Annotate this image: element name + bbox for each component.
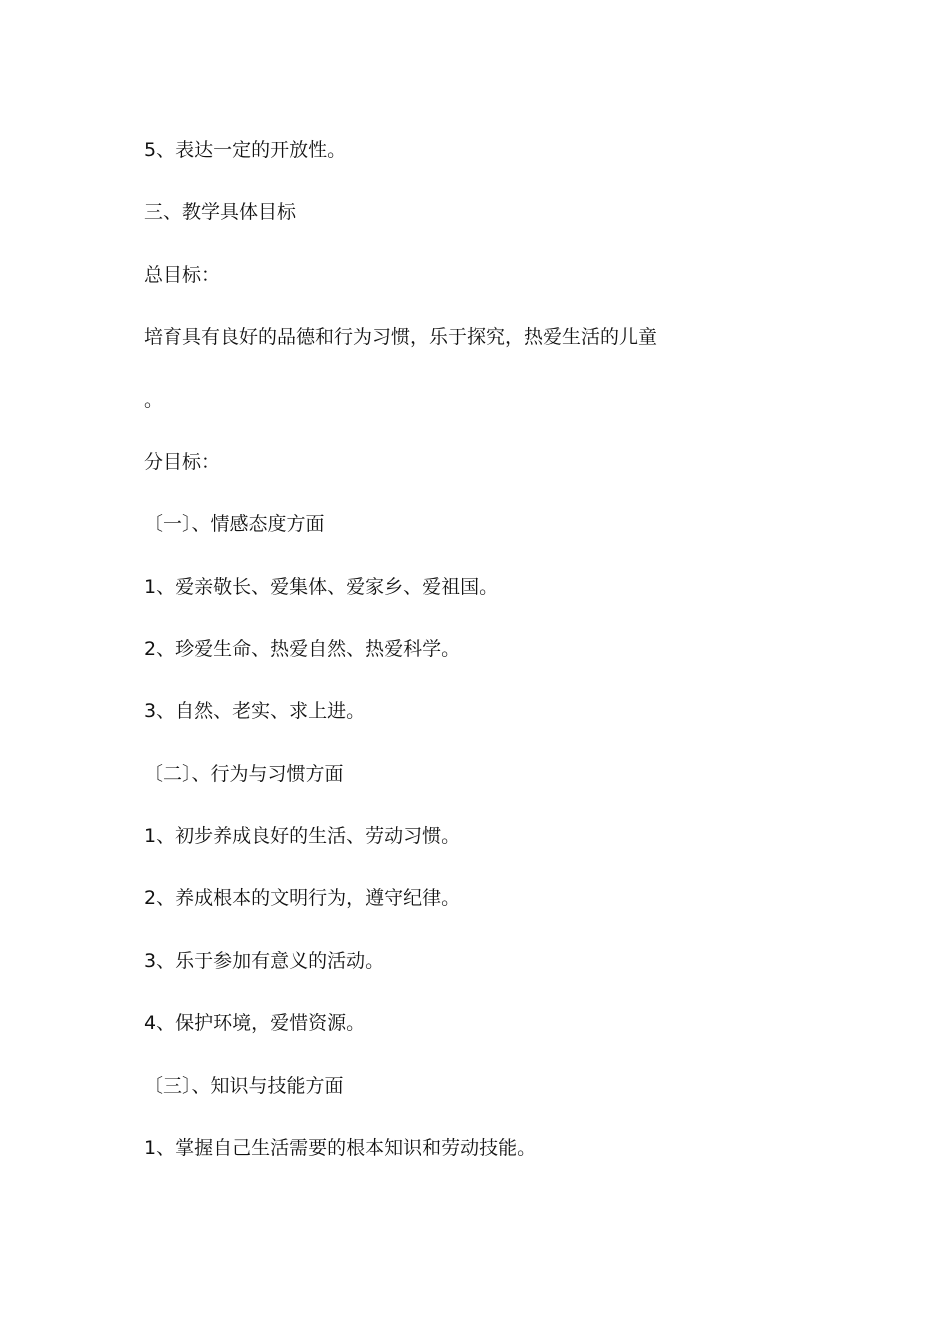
subsection-heading: 〔一〕、情感态度方面 xyxy=(144,513,325,535)
text-line: 2、珍爱生命、热爱自然、热爱科学。 xyxy=(144,638,461,660)
text-line: 3、乐于参加有意义的活动。 xyxy=(144,950,385,972)
section-heading: 三、教学具体目标 xyxy=(144,201,297,223)
subsection-heading: 〔三〕、知识与技能方面 xyxy=(144,1075,344,1097)
text-line: 3、自然、老实、求上进。 xyxy=(144,700,366,722)
text-line: 5、表达一定的开放性。 xyxy=(144,139,347,161)
text-line: 1、初步养成良好的生活、劳动习惯。 xyxy=(144,825,461,847)
text-line: 2、养成根本的文明行为，遵守纪律。 xyxy=(144,887,461,909)
text-line: 培育具有良好的品德和行为习惯，乐于探究，热爱生活的儿童 xyxy=(144,326,658,348)
text-line: 4、保护环境，爱惜资源。 xyxy=(144,1012,366,1034)
subsection-heading: 〔二〕、行为与习惯方面 xyxy=(144,763,344,785)
text-line: 1、爱亲敬长、爱集体、爱家乡、爱祖国。 xyxy=(144,576,499,598)
text-line: 。 xyxy=(144,389,164,411)
text-line: 总目标： xyxy=(144,264,221,286)
text-line: 分目标： xyxy=(144,451,221,473)
text-line: 1、掌握自己生活需要的根本知识和劳动技能。 xyxy=(144,1137,537,1159)
